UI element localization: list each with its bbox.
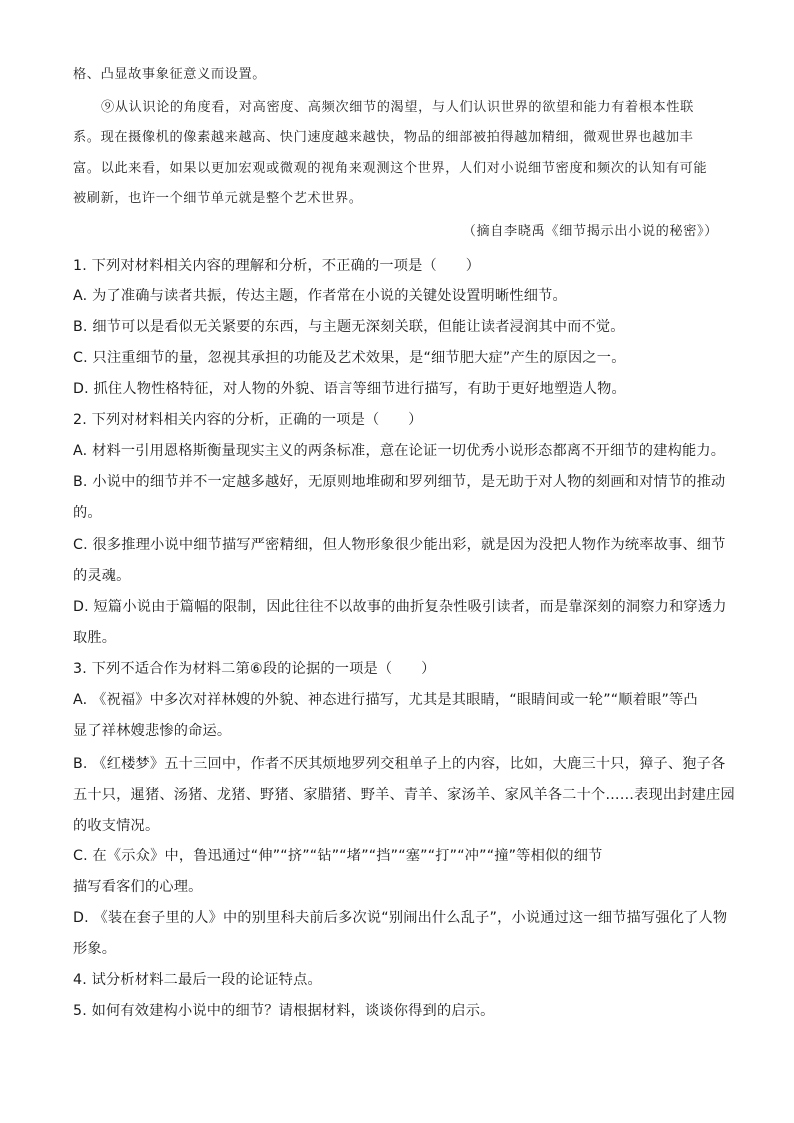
material-paragraph-9-line: ⑨从认识论的角度看，对高密度、高频次细节的渴望，与人们认识世界的欲望和能力有着根本性联 [101,100,694,115]
question-1-option-c: C. 只注重细节的量，忽视其承担的功能及艺术效果，是“细节肥大症”产生的原因之一。 [73,350,626,366]
question-5-stem: 5. 如何有效建构小说中的细节？请根据材料，谈谈你得到的启示。 [73,1003,495,1019]
question-1-stem: 1. 下列对材料相关内容的理解和分析，不正确的一项是（ ） [73,258,481,274]
question-2-option-d: D. 短篇小说由于篇幅的限制，因此往往不以故事的曲折复杂性吸引读者，而是靠深刻的洞察力和穿透力 [73,599,727,615]
material-paragraph-9-line: 系。现在摄像机的像素越来越高、快门速度越来越快，物品的细部被拍得越加精细，微观世界也越加丰 [73,130,694,145]
question-3-option-a: A. 《祝福》中多次对祥林嫂的外貌、神态进行描写，尤其是其眼睛，“眼睛间或一轮”“顺着眼”等凸 [73,692,698,708]
question-2-option-b: B. 小说中的细节并不一定越多越好，无原则地堆砌和罗列细节，是无助于对人物的刻画和对情节的推动 [73,474,726,490]
material-paragraph-9-line: 被刷新，也许一个细节单元就是整个艺术世界。 [73,191,363,206]
question-3-option-b-cont: 五十只，暹猪、汤猪、龙猪、野猪、家腊猪、野羊、青羊、家汤羊、家风羊各二十个……表现出封建庄园 [73,787,735,803]
material-source-citation: （摘自李晓禹《细节揭示出小说的秘密》） [462,224,718,239]
question-2-option-d-cont: 取胜。 [73,630,117,646]
question-3-option-c-cont: 描写看客们的心理。 [73,879,203,895]
question-3-option-d-cont: 形象。 [73,941,117,957]
question-3-option-a-cont: 显了祥林嫂悲惨的命运。 [73,723,232,739]
question-2-option-c: C. 很多推理小说中细节描写严密精细，但人物形象很少能出彩，就是因为没把人物作为统率故事、细节 [73,537,726,553]
question-4-stem: 4. 试分析材料二最后一段的论证特点。 [73,972,322,988]
question-2-option-b-cont: 的。 [73,505,102,521]
question-3-option-c: C. 在《示众》中，鲁迅通过“伸”“挤”“钻”“堵”“挡”“塞”“打”“冲”“撞”等相似的细节 [73,848,603,864]
question-3-stem: 3. 下列不适合作为材料二第⑥段的论据的一项是（ ） [73,661,436,677]
material-text-line: 格、凸显故事象征意义而设置。 [73,67,267,82]
question-2-option-a: A. 材料一引用恩格斯衡量现实主义的两条标准，意在论证一切优秀小说形态都离不开细节的建构能力。 [73,443,726,459]
question-3-option-b: B. 《红楼梦》五十三回中，作者不厌其烦地罗列交租单子上的内容，比如，大鹿三十只，獐子、狍子各 [73,756,726,772]
question-2-stem: 2. 下列对材料相关内容的分析，正确的一项是（ ） [73,412,423,428]
question-3-option-b-cont: 的收支情况。 [73,818,160,834]
question-1-option-a: A. 为了准确与读者共振，传达主题，作者常在小说的关键处设置明晰性细节。 [73,288,567,304]
question-3-option-d: D. 《装在套子里的人》中的别里科夫前后多次说“别闹出什么乱子”，小说通过这一细节描写强化了人物 [73,910,728,926]
question-1-option-b: B. 细节可以是看似无关紧要的东西，与主题无深刻关联，但能让读者浸润其中而不觉。 [73,319,625,335]
question-2-option-c-cont: 的灵魂。 [73,568,131,584]
question-1-option-d: D. 抓住人物性格特征，对人物的外貌、语言等细节进行描写，有助于更好地塑造人物。 [73,381,626,397]
material-paragraph-9-line: 富。以此来看，如果以更加宏观或微观的视角来观测这个世界，人们对小说细节密度和频次的认知有可能 [73,161,708,176]
